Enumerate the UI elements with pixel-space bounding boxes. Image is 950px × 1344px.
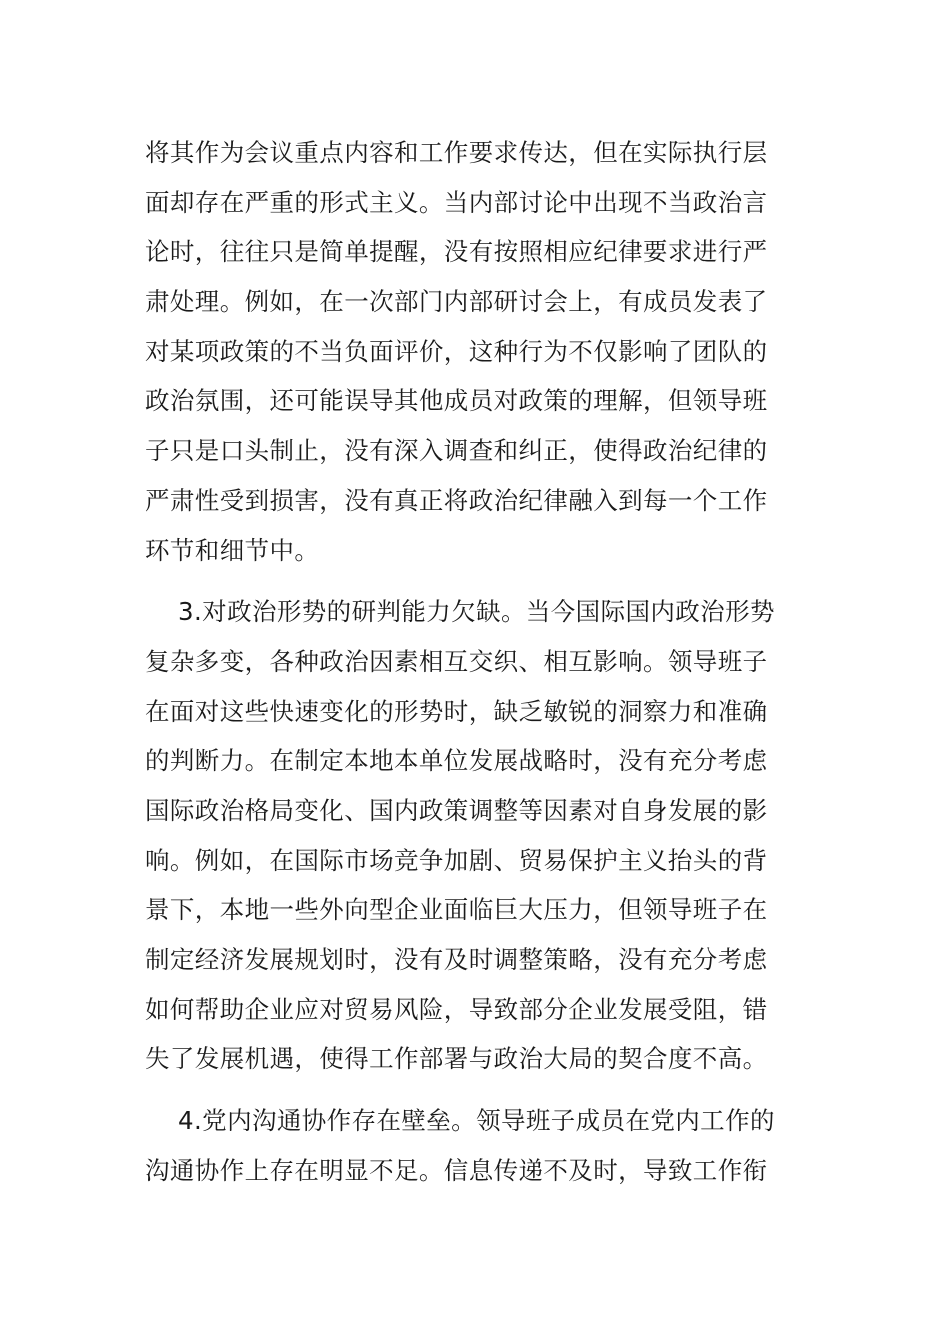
text-line: 失了发展机遇，使得工作部署与政治大局的契合度不高。 [145, 1044, 768, 1074]
text-line: 对某项政策的不当负面评价，这种行为不仅影响了团队的 [145, 336, 768, 366]
paragraph-political-discipline [145, 128, 807, 575]
text-line: 3.对政治形势的研判能力欠缺。当今国际国内政治形势 [178, 597, 775, 627]
text-line: 肃处理。例如，在一次部门内部研讨会上，有成员发表了 [145, 287, 768, 317]
text-line: 子只是口头制止，没有深入调查和纠正，使得政治纪律的 [145, 436, 768, 466]
paragraph-point-3 [145, 587, 807, 1084]
text-line: 如何帮助企业应对贸易风险，导致部分企业发展受阻，错 [145, 994, 768, 1024]
text-line: 在面对这些快速变化的形势时，缺乏敏锐的洞察力和准确 [145, 696, 768, 726]
text-line: 景下，本地一些外向型企业面临巨大压力，但领导班子在 [145, 895, 768, 925]
text-line: 将其作为会议重点内容和工作要求传达，但在实际执行层 [145, 138, 768, 167]
paragraph-gap [145, 575, 807, 587]
text-line: 政治氛围，还可能误导其他成员对政策的理解，但领导班 [145, 386, 768, 416]
paragraph-point-4 [145, 1096, 807, 1195]
text-line: 4.党内沟通协作存在壁垒。领导班子成员在党内工作的 [178, 1106, 775, 1136]
text-line: 论时，往往只是简单提醒，没有按照相应纪律要求进行严 [145, 237, 768, 267]
text-line: 沟通协作上存在明显不足。信息传递不及时，导致工作衔 [145, 1155, 768, 1185]
text-line: 国际政治格局变化、国内政策调整等因素对自身发展的影 [145, 795, 768, 825]
text-line: 的判断力。在制定本地本单位发展战略时，没有充分考虑 [145, 746, 768, 776]
text-line: 严肃性受到损害，没有真正将政治纪律融入到每一个工作 [145, 485, 768, 515]
document-body [145, 128, 807, 1195]
text-line: 环节和细节中。 [145, 535, 320, 565]
text-line: 复杂多变，各种政治因素相互交织、相互影响。领导班子 [145, 646, 768, 676]
text-line: 面却存在严重的形式主义。当内部讨论中出现不当政治言 [145, 187, 768, 217]
text-line: 制定经济发展规划时，没有及时调整策略，没有充分考虑 [145, 945, 768, 974]
paragraph-gap [145, 1084, 807, 1096]
text-line: 响。例如，在国际市场竞争加剧、贸易保护主义抬头的背 [145, 845, 768, 875]
